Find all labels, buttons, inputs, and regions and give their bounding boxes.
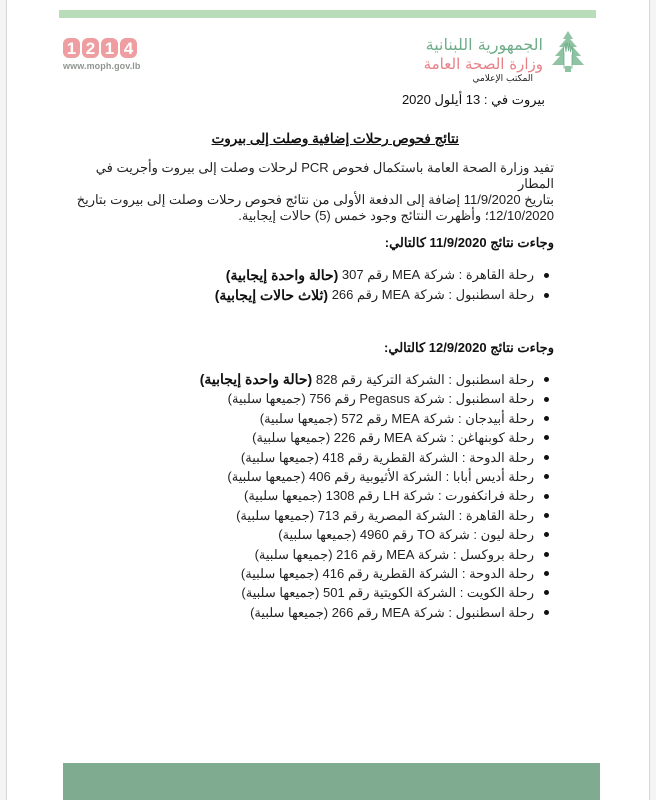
flight-result: (جميعها سلبية): [278, 527, 357, 543]
cedar-hand-icon: [551, 30, 585, 72]
footer-green-bar: [63, 763, 600, 800]
list-item: [200, 564, 549, 583]
bullet-icon: [544, 293, 549, 298]
flight-result: (جميعها سلبية): [227, 468, 306, 484]
flight-text: رحلة اسطنبول : شركة MEA رقم 266: [331, 287, 534, 302]
bullet-icon: [544, 273, 549, 278]
bullet-icon: [544, 552, 549, 557]
intro-line: تفيد وزارة الصحة العامة باستكمال فحوص PCR لرحلات وصلت إلى بيروت وأجريت في المطار: [95, 160, 554, 191]
flight-result: (جميعها سلبية): [252, 430, 331, 446]
flight-result: (جميعها سلبية): [240, 565, 319, 581]
section-heading: وجاءت نتائج 12/9/2020 كالتالي:: [384, 340, 554, 355]
hotline-number: [63, 38, 141, 58]
hotline-digit: 1: [101, 38, 118, 58]
document-title: نتائج فحوص رحلات إضافية وصلت إلى بيروت: [211, 131, 459, 146]
list-item: [200, 525, 549, 544]
flight-result: (حالة واحدة إيجابية): [225, 267, 339, 283]
list-item: [200, 428, 549, 447]
bullet-icon: [544, 455, 549, 460]
flight-result: (جميعها سلبية): [240, 449, 319, 465]
list-item: [200, 409, 549, 428]
section-heading: وجاءت نتائج 11/9/2020 كالتالي:: [384, 235, 554, 250]
flight-text: رحلة ليون : شركة TO رقم 4960: [359, 527, 534, 543]
flight-result: (جميعها سلبية): [236, 507, 315, 523]
hotline-digit: 1: [63, 38, 80, 58]
hotline-logo[interactable]: [63, 38, 141, 71]
flight-text: رحلة الكويت : الشركة الكويتية رقم 501: [323, 585, 534, 601]
bullet-icon: [544, 610, 549, 615]
bullet-icon: [544, 571, 549, 576]
bullet-icon: [544, 590, 549, 595]
flight-text: رحلة أديس أبابا : الشركة الأثيوبية رقم 406: [309, 468, 534, 484]
ministry-logo: [325, 30, 585, 88]
republic-name: الجمهورية اللبنانية: [425, 35, 543, 54]
list-item: [200, 389, 549, 408]
flight-text: رحلة اسطنبول : الشركة التركية رقم 828: [315, 372, 534, 387]
flight-text: رحلة القاهرة : الشركة المصرية رقم 713: [317, 507, 534, 523]
list-item: [200, 467, 549, 486]
flight-result: (جميعها سلبية): [254, 546, 333, 562]
intro-line: بتاريخ 11/9/2020 إضافة إلى الدفعة الأولى من نتائج فحوص رحلات وصلت إلى بيروت بتاريخ: [76, 192, 554, 207]
header-green-bar: [59, 10, 596, 18]
flight-text: رحلة كوبنهاغن : شركة MEA رقم 226: [333, 430, 534, 446]
flight-text: رحلة الدوحة : الشركة القطرية رقم 418: [322, 449, 534, 465]
media-office: المكتب الإعلامي: [472, 74, 533, 84]
list-item: [215, 285, 549, 305]
flight-text: رحلة بروكسل : شركة MEA رقم 216: [336, 546, 534, 562]
flight-list: [215, 265, 549, 305]
list-item: [200, 448, 549, 467]
bullet-icon: [544, 513, 549, 518]
list-item: [200, 370, 549, 389]
ministry-name: وزارة الصحة العامة: [423, 55, 543, 73]
flight-text: رحلة فرانكفورت : شركة LH رقم 1308: [325, 488, 534, 504]
website-link[interactable]: www.moph.gov.lb: [63, 61, 141, 71]
bullet-icon: [544, 416, 549, 421]
flight-result: (جميعها سلبية): [250, 604, 329, 620]
flight-text: رحلة اسطنبول : شركة Pegasus رقم 756: [309, 391, 534, 407]
flight-text: رحلة أبيدجان : شركة MEA رقم 572: [341, 410, 534, 426]
hotline-digit: 2: [82, 38, 99, 58]
flight-result: (حالة واحدة إيجابية): [199, 371, 313, 387]
list-item: [200, 486, 549, 505]
flight-list: [200, 370, 549, 622]
list-item: [215, 265, 549, 285]
bullet-icon: [544, 377, 549, 382]
flight-text: رحلة الدوحة : الشركة القطرية رقم 416: [322, 565, 534, 581]
bullet-icon: [544, 435, 549, 440]
flight-result: (جميعها سلبية): [243, 488, 322, 504]
intro-paragraph: [74, 160, 554, 224]
document-page: [6, 0, 650, 800]
bullet-icon: [544, 397, 549, 402]
flight-result: (جميعها سلبية): [227, 391, 306, 407]
flight-text: رحلة القاهرة : شركة MEA رقم 307: [341, 267, 534, 282]
list-item: [200, 545, 549, 564]
list-item: [200, 583, 549, 602]
flight-result: (جميعها سلبية): [259, 410, 338, 426]
bullet-icon: [544, 494, 549, 499]
flight-result: (ثلاث حالات إيجابية): [214, 287, 329, 303]
flight-result: (جميعها سلبية): [241, 585, 320, 601]
date-line: بيروت في : 13 أيلول 2020: [401, 92, 545, 107]
list-item: [200, 506, 549, 525]
intro-line: 12/10/2020؛ وأظهرت النتائج وجود خمس (5) حالات إيجابية.: [238, 208, 554, 223]
hotline-digit: 4: [120, 38, 137, 58]
flight-text: رحلة اسطنبول : شركة MEA رقم 266: [331, 604, 534, 620]
list-item: [200, 603, 549, 622]
bullet-icon: [544, 532, 549, 537]
bullet-icon: [544, 474, 549, 479]
